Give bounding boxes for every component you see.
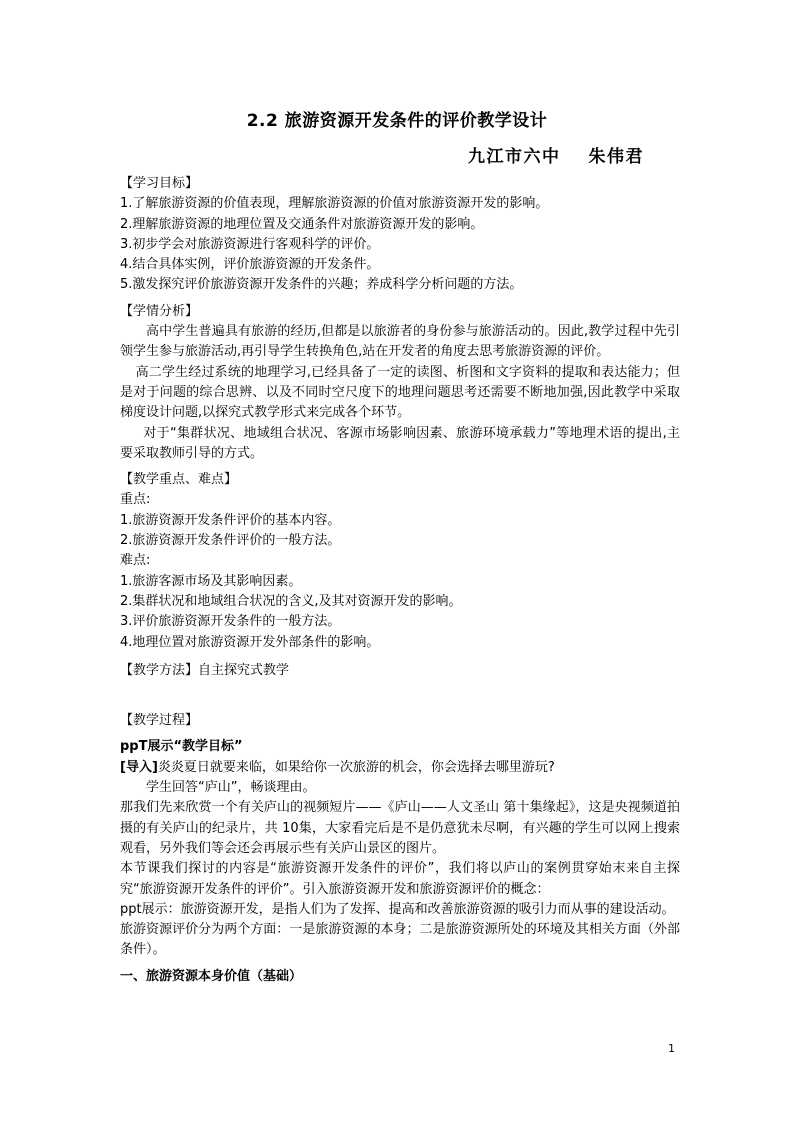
process-paragraph: 那我们先来欣赏一个有关庐山的视频短片——《庐山——人文圣山 第十集缘起》，这是央视频道拍摄的有关庐山的纪录片，共 10集，大家看完后是不是仍意犹未尽啊，有兴趣的学生可以网上搜索观看，另外我们等会还会再展示些有关庐山景区的图片。	[120, 800, 680, 856]
difficulty-item: 3.评价旅游资源开发条件的一般方法。	[120, 614, 341, 630]
student-answer: 学生回答“庐山”，畅谈理由。	[146, 780, 316, 796]
author-name: 朱伟君	[588, 147, 644, 167]
process-paragraph: 旅游资源评价分为两个方面：一是旅游资源的本身；二是旅游资源所处的环境及其相关方面（外部条件）。	[120, 922, 680, 958]
process-paragraph: ppt展示：旅游资源开发，是指人们为了发挥、提高和改善旅游资源的吸引力而从事的建设活动。	[120, 901, 675, 917]
difficulty-item: 4.地理位置对旅游资源开发外部条件的影响。	[120, 634, 380, 650]
process-paragraph: 本节课我们探讨的内容是“旅游资源开发条件的评价”，我们将以庐山的案例贯穿始末来自主探究“旅游资源开发条件的评价”。引入旅游资源开发和旅游资源评价的概念：	[120, 861, 680, 897]
objective-item: 2.理解旅游资源的地理位置及交通条件对旅游资源开发的影响。	[120, 216, 484, 232]
analysis-paragraph: 高二学生经过系统的地理学习,已经具备了一定的读图、析图和文字资料的提取和表达能力；但是对于问题的综合思辨、以及不同时空尺度下的地理问题思考还需要不断地加强,因此教学中采取梯度设计问题,以探究式教学形式来完成各个环节。	[120, 364, 680, 421]
author-line	[468, 142, 644, 167]
document-body	[120, 174, 680, 987]
method-text: 自主探究式教学	[198, 662, 290, 678]
focus-label: 重点:	[120, 492, 151, 508]
method-heading: 【教学方法】	[120, 662, 199, 678]
objective-item: 3.初步学会对旅游资源进行客观科学的评价。	[120, 236, 380, 252]
analysis-paragraph: 高中学生普遍具有旅游的经历,但都是以旅游者的身份参与旅游活动的。因此,教学过程中先引领学生参与旅游活动,再引导学生转换角色,站在开发者的角度去思考旅游资源的评价。	[120, 324, 680, 360]
objective-item: 5.激发探究评价旅游资源开发条件的兴趣；养成科学分析问题的方法。	[120, 277, 523, 293]
section-heading: 一、旅游资源本身价值（基础）	[120, 968, 303, 984]
objective-item: 4.结合具体实例，评价旅游资源的开发条件。	[120, 257, 380, 273]
analysis-paragraph: 对于“集群状况、地域组合状况、客源市场影响因素、旅游环境承载力”等地理术语的提出,主要采取教师引导的方式。	[120, 425, 680, 461]
author-school: 九江市六中	[468, 147, 561, 167]
page-title: 2.2 旅游资源开发条件的评价教学设计	[246, 111, 548, 131]
intro-label: [导入]	[120, 759, 158, 775]
difficulty-label: 难点:	[120, 553, 151, 569]
objective-item: 1.了解旅游资源的价值表现，理解旅游资源的价值对旅游资源开发的影响。	[120, 196, 549, 212]
ppt-heading: ppT展示“教学目标”	[120, 739, 243, 755]
method-line	[120, 661, 680, 681]
intro-text: 炎炎夏日就要来临，如果给你一次旅游的机会，你会选择去哪里游玩?	[157, 759, 555, 775]
objectives-heading: 【学习目标】	[120, 176, 199, 191]
analysis-heading: 【学情分析】	[120, 303, 199, 319]
difficulty-item: 1.旅游客源市场及其影响因素。	[120, 573, 302, 589]
intro-line	[120, 758, 680, 778]
focus-item: 1.旅游资源开发条件评价的基本内容。	[120, 512, 341, 528]
difficulty-item: 2.集群状况和地域组合状况的含义,及其对资源开发的影响。	[120, 593, 462, 609]
focus-item: 2.旅游资源开发条件评价的一般方法。	[120, 533, 341, 549]
page-number: 1	[668, 1042, 675, 1055]
process-heading: 【教学过程】	[120, 713, 199, 729]
keypoints-heading: 【教学重点、难点】	[120, 472, 238, 488]
